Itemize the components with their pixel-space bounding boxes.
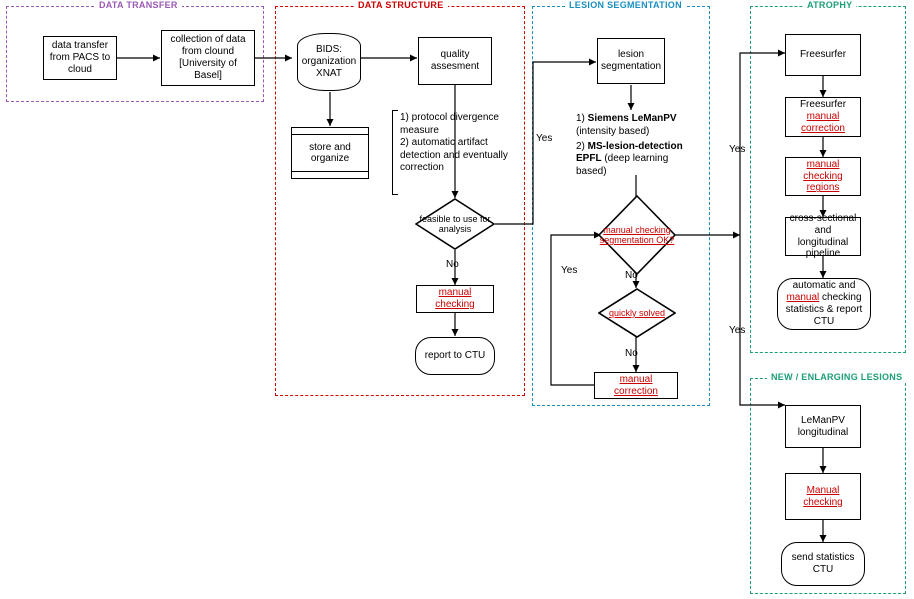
edge-label-no-feasible: No xyxy=(446,259,459,270)
node-label: BIDS: organization XNAT xyxy=(301,44,357,79)
node-lemanpv-longitudinal xyxy=(785,405,861,448)
node-freesurfer-manual-correction xyxy=(785,97,861,137)
decision-label: feasible to use for analysis xyxy=(419,213,491,234)
node-bids-xnat xyxy=(297,33,361,91)
decision-label-text: quickly solved xyxy=(608,307,666,318)
protocol-item-1-label: 1) protocol divergence measure xyxy=(400,112,499,136)
method-2-prefix: 2) xyxy=(576,140,588,152)
decision-label-text: manual checking segmentation OK? xyxy=(599,224,675,245)
node-label: collection of data from clound [University of Basel] xyxy=(170,34,246,81)
protocol-divergence-item xyxy=(400,112,506,137)
group-title-data-structure: DATA STRUCTURE xyxy=(354,0,448,10)
node-label xyxy=(781,280,867,327)
manual-correction-label: manual correction xyxy=(801,111,845,134)
node-label: quality assesment xyxy=(430,49,480,72)
node-label: send statistics CTU xyxy=(791,552,855,575)
node-label: Manual checking xyxy=(803,484,843,508)
node-automatic-manual-checking-statistics xyxy=(777,278,871,330)
method-1-suffix: (intensity based) xyxy=(576,125,650,137)
node-label: manual correction xyxy=(614,373,658,397)
node-label: Freesurfer xyxy=(799,49,847,61)
group-title-lesion-segmentation: LESION SEGMENTATION xyxy=(565,0,686,10)
method-item-1 xyxy=(576,113,688,139)
group-title-atrophy: ATROPHY xyxy=(803,0,856,10)
node-store-organize xyxy=(291,127,369,179)
node-collection-cloud xyxy=(161,30,255,86)
decision-feasible-to-use xyxy=(415,198,495,250)
decision-label xyxy=(598,195,676,275)
method-1-name: Siemens LeManPV xyxy=(587,113,677,124)
stats-prefix: automatic and xyxy=(792,280,856,292)
method-2-suffix: (deep learning based) xyxy=(576,153,669,178)
node-label: manual checking xyxy=(435,287,475,310)
edge-label-yes-to-atrophy: Yes xyxy=(729,144,746,155)
node-manual-checking-new-lesions xyxy=(785,473,861,520)
manual-word: manual xyxy=(786,292,820,304)
freesurfer-prefix: Freesurfer xyxy=(799,99,847,111)
node-manual-checking-regions xyxy=(785,157,861,196)
node-manual-correction-lesion xyxy=(594,372,678,399)
protocol-item-2-label: 2) automatic artifact detection and eventually correction xyxy=(400,137,508,173)
node-label: cross-sectional and longitudinal pipeline xyxy=(789,212,857,260)
method-2-name: MS-lesion-detection EPFL xyxy=(576,140,683,165)
lesion-methods-list xyxy=(576,113,688,179)
automatic-artifact-item xyxy=(400,137,508,175)
node-label: lesion segmentation xyxy=(600,49,662,72)
node-label xyxy=(789,99,857,134)
node-quality-assesment xyxy=(418,37,492,85)
decision-label xyxy=(598,288,676,338)
node-label: data transfer from PACS to cloud xyxy=(49,40,111,75)
decision-manual-checking-segmentation-ok xyxy=(598,195,676,275)
node-data-transfer-pacs xyxy=(43,36,117,80)
stats-suffix: checking statistics & report CTU xyxy=(785,292,863,327)
edge-label-no-seg-ok: No xyxy=(625,270,638,281)
node-lesion-segmentation xyxy=(597,38,665,84)
node-label: report to CTU xyxy=(424,350,486,362)
node-cross-sectional-longitudinal-pipeline xyxy=(785,212,861,260)
edge-label-yes-seg-ok: Yes xyxy=(561,265,578,276)
node-label: manual checking regions xyxy=(803,158,843,194)
node-label: LeManPV longitudinal xyxy=(797,414,849,438)
edge-label-yes-feasible: Yes xyxy=(536,133,553,144)
node-send-statistics-ctu xyxy=(781,542,865,586)
node-report-to-ctu xyxy=(415,337,495,375)
node-label: store and organize xyxy=(309,142,351,164)
group-title-new-enlarging-lesions: NEW / ENLARGING LESIONS xyxy=(767,372,906,382)
edge-label-yes-to-new-lesions: Yes xyxy=(729,325,746,336)
node-freesurfer xyxy=(785,34,861,76)
protocol-bracket xyxy=(392,110,398,195)
group-title-data-transfer: DATA TRANSFER xyxy=(95,0,182,10)
edge-label-no-quickly-solved: No xyxy=(625,348,638,359)
method-1-prefix: 1) xyxy=(576,113,588,124)
node-manual-checking-data-structure xyxy=(416,285,494,313)
method-item-2 xyxy=(576,141,688,179)
decision-quickly-solved xyxy=(598,288,676,338)
